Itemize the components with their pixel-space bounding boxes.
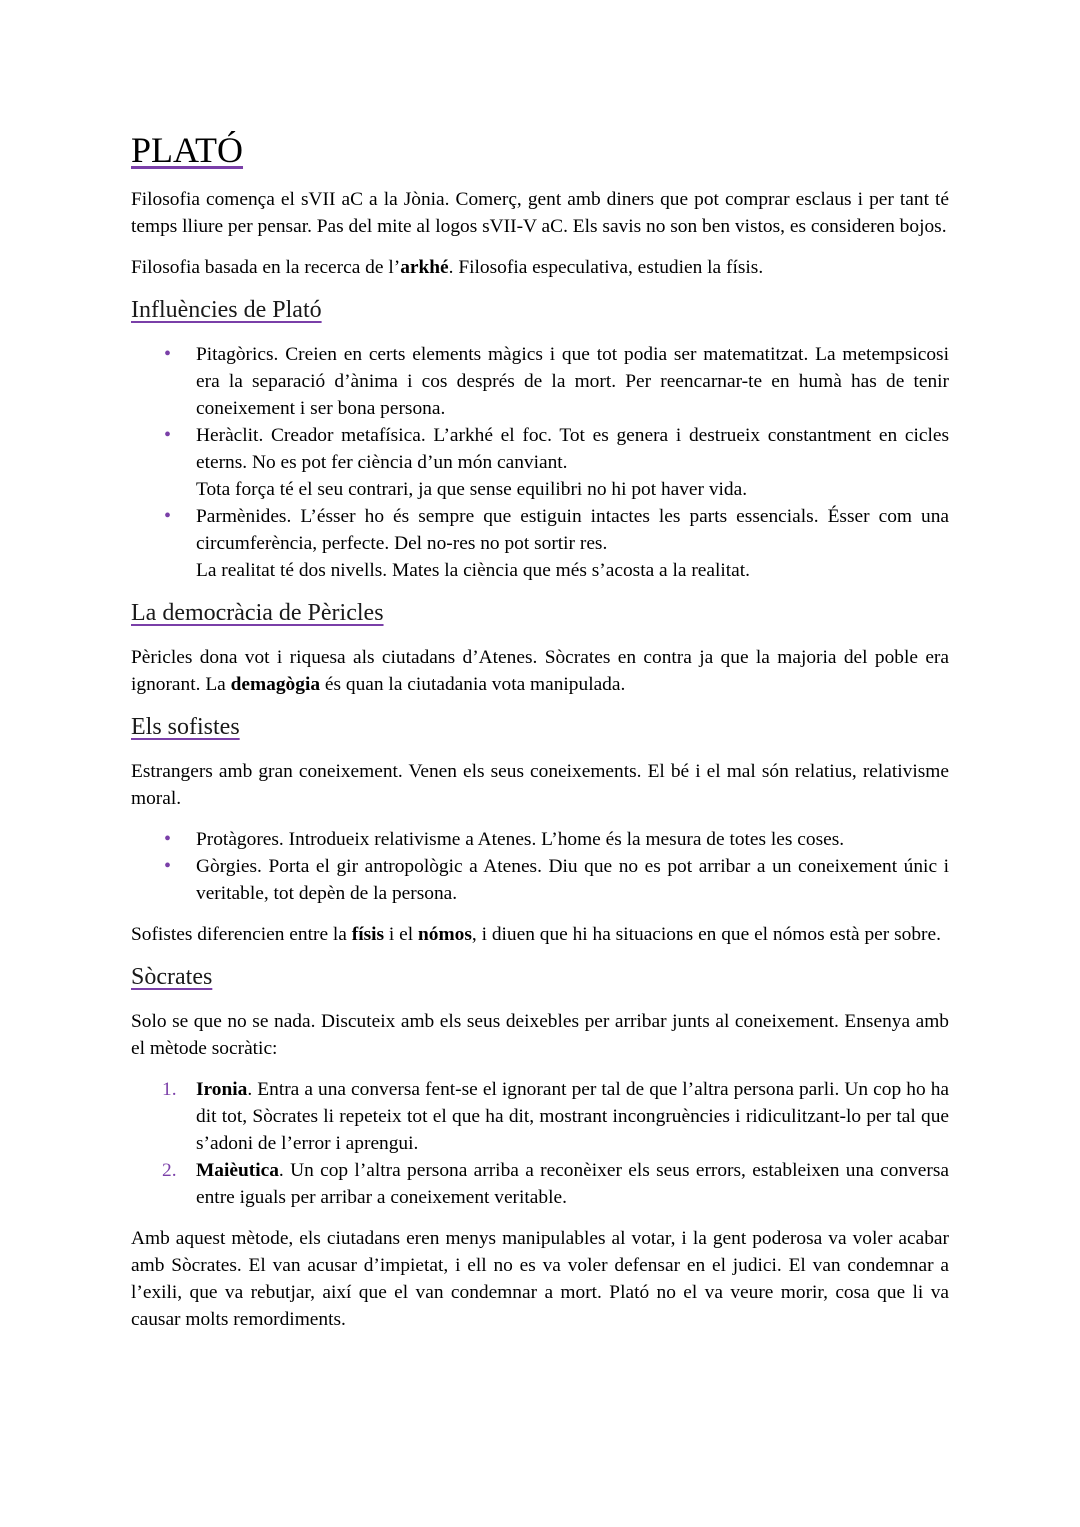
section-heading-influences: Influències de Plató [131, 297, 322, 323]
list-item [131, 826, 949, 853]
list-item-text: . Entra a una conversa fent-se el ignorant per tal de que l’altra persona parli. Un cop ho ha dit tot, Sòcrates li repeteix tot el que ha dit, mostrant incongruències i ridiculitzant-lo per tal que s’adoni de l’error i aprengui. [196, 1079, 949, 1154]
text-span: Sofistes diferencien entre la [131, 924, 352, 945]
page-title: PLATÓ [131, 130, 244, 170]
text-span: . Filosofia especulativa, estudien la físis. [448, 257, 764, 278]
bullet-icon: • [164, 343, 172, 365]
list-item [131, 341, 949, 422]
sophists-paragraph-1: Estrangers amb gran coneixement. Venen els seus coneixements. El bé i el mal són relatius, relativisme moral. [131, 761, 949, 809]
list-item [131, 1157, 949, 1211]
list-item-extra: Tota força té el seu contrari, ja que sense equilibri no hi pot haver vida. [196, 479, 748, 500]
intro-paragraph-2 [131, 254, 949, 281]
bold-term-arkhe: arkhé [400, 257, 449, 278]
text-span: i el [384, 924, 419, 945]
socratic-method-list [131, 1076, 949, 1211]
list-item-text: Pitagòrics. Creien en certs elements màgics i que tot podia ser matematitzat. La metempsicosi era la separació d’ànima i cos després de la mort. Per reencarnar-te en humà has de tenir coneixement i ser bona persona. [196, 344, 949, 419]
list-item-text: Heràclit. Creador metafísica. L’arkhé el foc. Tot es genera i destrueix constantment en cicles eterns. No es pot fer ciència d’un món canviant. [196, 425, 949, 473]
list-number: 1. [162, 1079, 177, 1100]
text-span: Filosofia basada en la recerca de l’ [131, 257, 401, 278]
list-number: 2. [162, 1160, 177, 1181]
list-item [131, 422, 949, 503]
bullet-icon: • [164, 424, 172, 446]
section-heading-democracy: La democràcia de Pèricles [131, 600, 384, 626]
document-content [131, 128, 949, 1347]
bold-term-maieutica: Maièutica [196, 1160, 279, 1181]
bold-term-nomos: nómos [418, 924, 472, 945]
list-item [131, 503, 949, 584]
text-span: Pèricles dona vot i riquesa als ciutadans d’Atenes. Sòcrates en contra ja que la majoria del poble era ignorant. La [131, 647, 949, 695]
sophists-list [131, 826, 949, 907]
socrates-paragraph-1: Solo se que no se nada. Discuteix amb els seus deixebles per arribar junts al coneixement. Ensenya amb el mètode socràtic: [131, 1011, 949, 1059]
bold-term-ironia: Ironia [196, 1079, 248, 1100]
bold-term-demagogia: demagògia [230, 674, 321, 695]
section-heading-socrates: Sòcrates [131, 964, 213, 990]
section-heading-sophists: Els sofistes [131, 714, 240, 740]
bullet-icon: • [164, 505, 172, 527]
bullet-icon: • [164, 828, 172, 850]
bold-term-fisis: físis [351, 924, 385, 945]
text-span: és quan la ciutadania vota manipulada. [320, 674, 626, 695]
list-item-extra: La realitat té dos nivells. Mates la ciència que més s’acosta a la realitat. [196, 560, 751, 581]
influences-list [131, 341, 949, 584]
text-span: , i diuen que hi ha situacions en que el nómos està per sobre. [471, 924, 941, 945]
bullet-icon: • [164, 855, 172, 877]
list-item [131, 853, 949, 907]
list-item-text: Protàgores. Introdueix relativisme a Atenes. L’home és la mesura de totes les coses. [196, 829, 845, 850]
list-item-text: . Un cop l’altra persona arriba a reconèixer els seus errors, estableixen una conversa entre iguals per arribar a coneixement veritable. [196, 1160, 949, 1208]
list-item-text: Parmènides. L’ésser ho és sempre que estiguin intactes les parts essencials. Ésser com una circumferència, perfecte. Del no-res no pot sortir res. [196, 506, 949, 554]
democracy-paragraph [131, 644, 949, 698]
list-item-text: Gòrgies. Porta el gir antropològic a Atenes. Diu que no es pot arribar a un coneixement únic i veritable, tot depèn de la persona. [196, 856, 949, 904]
list-item [131, 1076, 949, 1157]
sophists-paragraph-2 [131, 921, 949, 948]
intro-paragraph-1: Filosofia comença el sVII aC a la Jònia. Comerç, gent amb diners que pot comprar esclaus i per tant té temps lliure per pensar. Pas del mite al logos sVII-V aC. Els savis no son ben vistos, es consideren bojos. [131, 189, 949, 237]
socrates-paragraph-2: Amb aquest mètode, els ciutadans eren menys manipulables al votar, i la gent poderosa va voler acabar amb Sòcrates. El van acusar d’impietat, i ell no es va voler defensar en el judici. El van condemnar a l’exili, que va rebutjar, així que el van condemnar a mort. Plató no el va veure morir, cosa que li va causar molts remordiments. [131, 1228, 949, 1330]
